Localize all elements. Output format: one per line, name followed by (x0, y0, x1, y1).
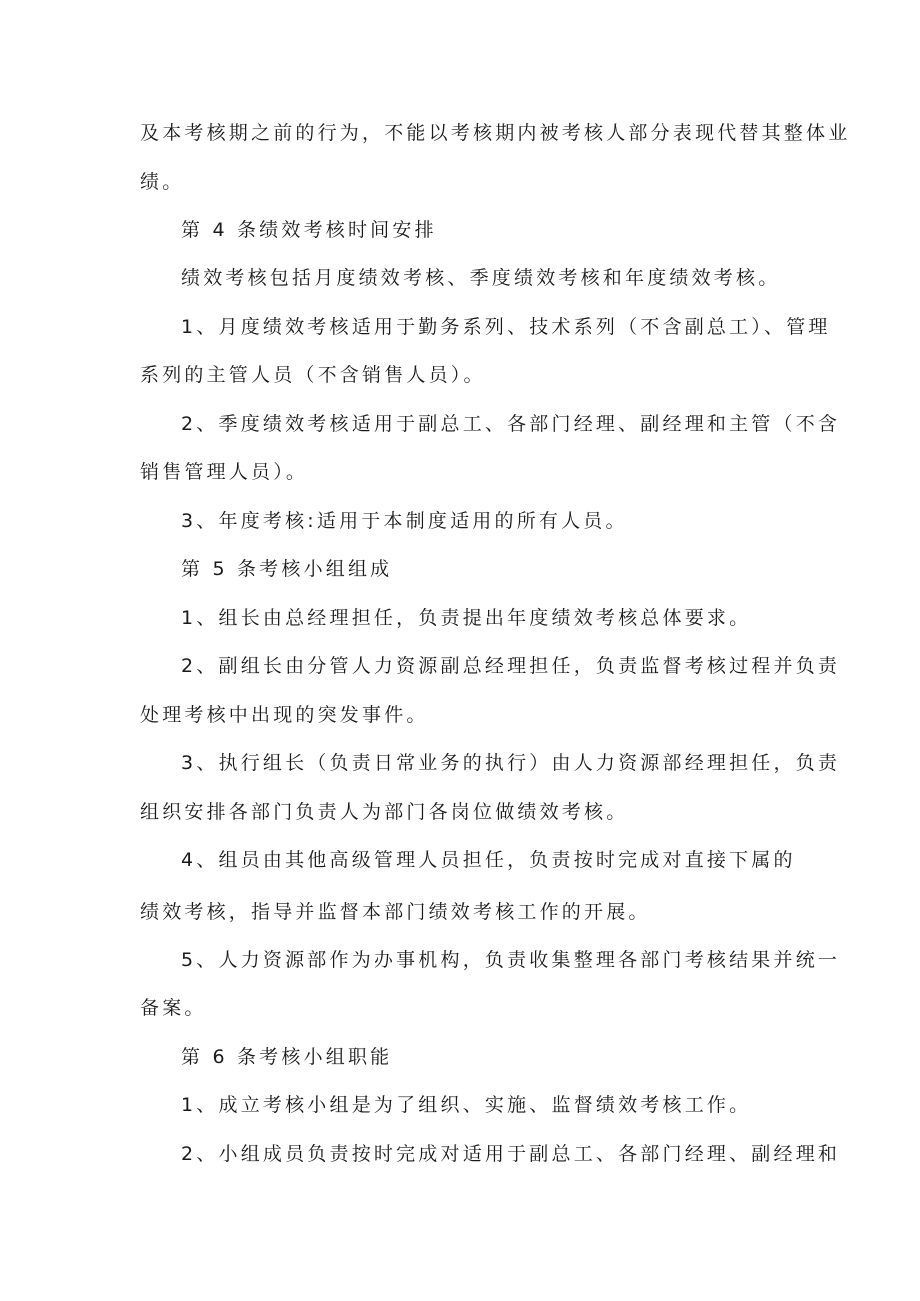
text-line: 处理考核中出现的突发事件。 (140, 704, 429, 726)
list-item-1: 1、成立考核小组是为了组织、实施、监督绩效考核工作。 (181, 1094, 752, 1116)
list-item-1: 1、月度绩效考核适用于勤务系列、技术系列（不含副总工）、管理 (181, 316, 831, 338)
list-item-4: 4、组员由其他高级管理人员担任，负责按时完成对直接下属的 (181, 849, 796, 871)
article-heading-4: 第 4 条绩效考核时间安排 (181, 219, 437, 241)
list-item-1: 1、组长由总经理担任，负责提出年度绩效考核总体要求。 (181, 607, 752, 629)
list-item-3: 3、年度考核:适用于本制度适用的所有人员。 (181, 510, 628, 532)
article-heading-6: 第 6 条考核小组职能 (181, 1046, 393, 1068)
text-line: 备案。 (140, 997, 207, 1019)
list-item-2: 2、季度绩效考核适用于副总工、各部门经理、副经理和主管（不含 (181, 413, 841, 435)
text-line: 销售管理人员）。 (140, 461, 309, 483)
text-line: 组织安排各部门负责人为部门各岗位做绩效考核。 (140, 801, 629, 823)
text-line: 系列的主管人员（不含销售人员）。 (140, 364, 486, 386)
text-line: 及本考核期之前的行为，不能以考核期内被考核人部分表现代替其整体业 (140, 122, 851, 144)
list-item-3: 3、执行组长（负责日常业务的执行）由人力资源部经理担任，负责 (181, 752, 841, 774)
text-line: 绩效考核包括月度绩效考核、季度绩效考核和年度绩效考核。 (181, 267, 781, 289)
list-item-5: 5、人力资源部作为办事机构，负责收集整理各部门考核结果并统一 (181, 949, 841, 971)
text-line: 绩效考核，指导并监督本部门绩效考核工作的开展。 (140, 901, 651, 923)
list-item-2: 2、副组长由分管人力资源副总经理担任，负责监督考核过程并负责 (181, 655, 841, 677)
list-item-2: 2、小组成员负责按时完成对适用于副总工、各部门经理、副经理和 (181, 1143, 841, 1165)
text-line: 绩。 (140, 171, 185, 193)
article-heading-5: 第 5 条考核小组组成 (181, 558, 393, 580)
